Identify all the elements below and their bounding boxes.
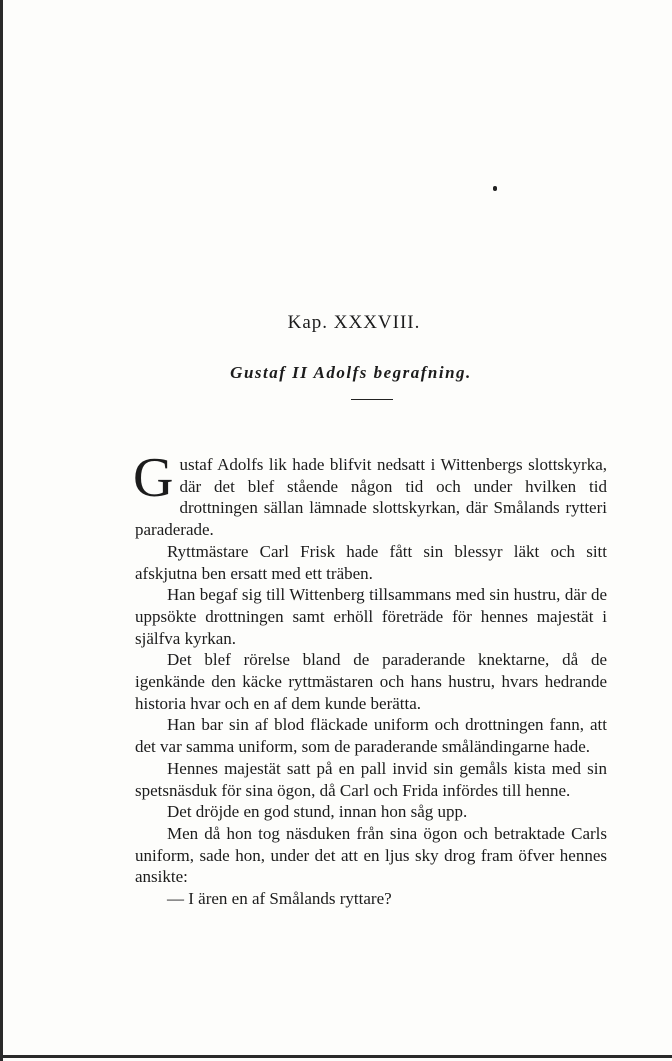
paragraph-9: — I ären en af Smålands ryttare?	[167, 889, 392, 909]
title-divider	[351, 399, 393, 400]
paragraph-2: Ryttmästare Carl Frisk hade fått sin blessyr läkt och sitt afskjutna ben ersatt med ett träben.	[135, 541, 607, 583]
page-edge-left	[0, 0, 3, 1061]
paragraph-1-text: ustaf Adolfs lik hade blifvit nedsatt i Wittenbergs slottskyrka, där det blef stående någon tid och under hvilken tid drottningen sällan lämnade slottskyrkan, där Smålands rytteri paraderade.	[135, 455, 607, 540]
chapter-title: Gustaf II Adolfs begrafning.	[230, 363, 472, 382]
paragraph-1	[133, 447, 607, 541]
page-edge-bottom	[0, 1055, 672, 1058]
paragraph-7: Det dröjde en god stund, innan hon såg upp.	[167, 802, 468, 822]
ink-speck	[493, 186, 497, 191]
chapter-body	[133, 447, 607, 910]
drop-cap: G	[133, 447, 174, 509]
paragraph-4: Det blef rörelse bland de paraderande knektarne, då de igenkände den käcke ryttmästaren och hans hustru, hvars hedrande historia hvar och en af dem kunde berätta.	[135, 650, 607, 713]
paragraph-6: Hennes majestät satt på en pall invid sin gemåls kista med sin spetsnäsduk för sina ögon, då Carl och Frida infördes till henne.	[135, 758, 607, 800]
paragraph-3: Han begaf sig till Wittenberg tillsammans med sin hustru, där de uppsökte drottningen samt erhöll företräde för hennes majestät i själfva kyrkan.	[135, 585, 607, 648]
paragraph-5: Han bar sin af blod fläckade uniform och drottningen fann, att det var samma uniform, som de paraderande småländingarne hade.	[135, 715, 607, 757]
paragraph-8: Men då hon tog näsduken från sina ögon och betraktade Carls uniform, sade hon, under det att en ljus sky drog fram öfver hennes ansikte:	[135, 823, 607, 887]
chapter-number: Kap. XXXVIII.	[287, 312, 421, 333]
